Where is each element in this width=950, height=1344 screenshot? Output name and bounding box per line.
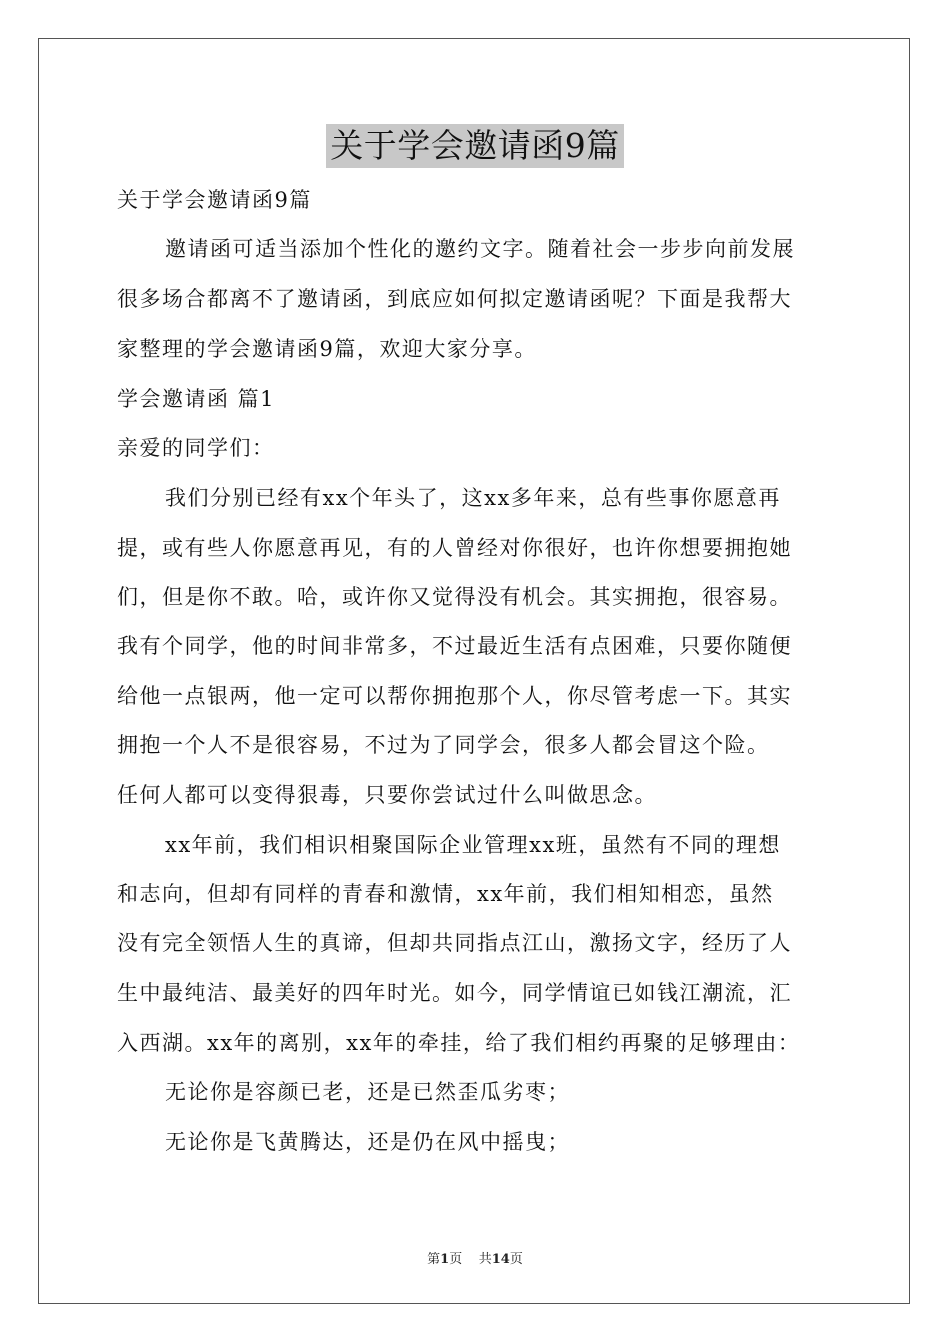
title-wrap <box>0 124 950 168</box>
paragraph-line: 给他一点银两，他一定可以帮你拥抱那个人，你尽管考虑一下。其实 <box>117 684 792 708</box>
subtitle-line: 关于学会邀请函9篇 <box>117 188 312 212</box>
paragraph-line: 任何人都可以变得狠毒，只要你尝试过什么叫做思念。 <box>117 783 657 807</box>
paragraph-line: 我们分别已经有xx个年头了，这xx多年来，总有些事你愿意再 <box>165 486 781 510</box>
page-footer <box>0 1248 950 1267</box>
verse-line: 无论你是飞黄腾达，还是仍在风中摇曳； <box>165 1130 570 1154</box>
paragraph-line: 生中最纯洁、最美好的四年时光。如今，同学情谊已如钱江潮流，汇 <box>117 981 792 1005</box>
intro-line: 很多场合都离不了邀请函，到底应如何拟定邀请函呢？下面是我帮大 <box>117 287 792 311</box>
document-title: 关于学会邀请函9篇 <box>326 124 624 168</box>
section-heading: 学会邀请函 篇1 <box>117 387 276 411</box>
footer-total-prefix: 共 <box>478 1252 492 1267</box>
paragraph-line: 拥抱一个人不是很容易，不过为了同学会，很多人都会冒这个险。 <box>117 733 770 757</box>
paragraph-line: xx年前，我们相识相聚国际企业管理xx班，虽然有不同的理想 <box>165 833 781 857</box>
paragraph-line: 没有完全领悟人生的真谛，但却共同指点江山，激扬文字，经历了人 <box>117 931 792 955</box>
paragraph-line: 和志向，但却有同样的青春和激情，xx年前，我们相知相恋，虽然 <box>117 882 774 906</box>
footer-page-suffix: 页 <box>449 1252 463 1267</box>
footer-total-suffix: 页 <box>509 1252 523 1267</box>
paragraph-line: 我有个同学，他的时间非常多，不过最近生活有点困难，只要你随便 <box>117 634 792 658</box>
verse-line: 无论你是容颜已老，还是已然歪瓜劣枣； <box>165 1080 570 1104</box>
footer-total-number: 14 <box>491 1252 510 1267</box>
paragraph-line: 们，但是你不敢。哈，或许你又觉得没有机会。其实拥抱，很容易。 <box>117 585 792 609</box>
paragraph-line: 提，或有些人你愿意再见，有的人曾经对你很好，也许你想要拥抱她 <box>117 536 792 560</box>
intro-line: 家整理的学会邀请函9篇，欢迎大家分享。 <box>117 337 537 361</box>
page-border <box>38 38 910 1304</box>
paragraph-line: 入西湖。xx年的离别，xx年的牵挂，给了我们相约再聚的足够理由： <box>117 1031 801 1055</box>
footer-page-number: 1 <box>440 1252 450 1267</box>
intro-line: 邀请函可适当添加个性化的邀约文字。随着社会一步步向前发展 <box>165 237 795 261</box>
greeting: 亲爱的同学们： <box>117 436 275 460</box>
footer-page-prefix: 第 <box>427 1252 441 1267</box>
